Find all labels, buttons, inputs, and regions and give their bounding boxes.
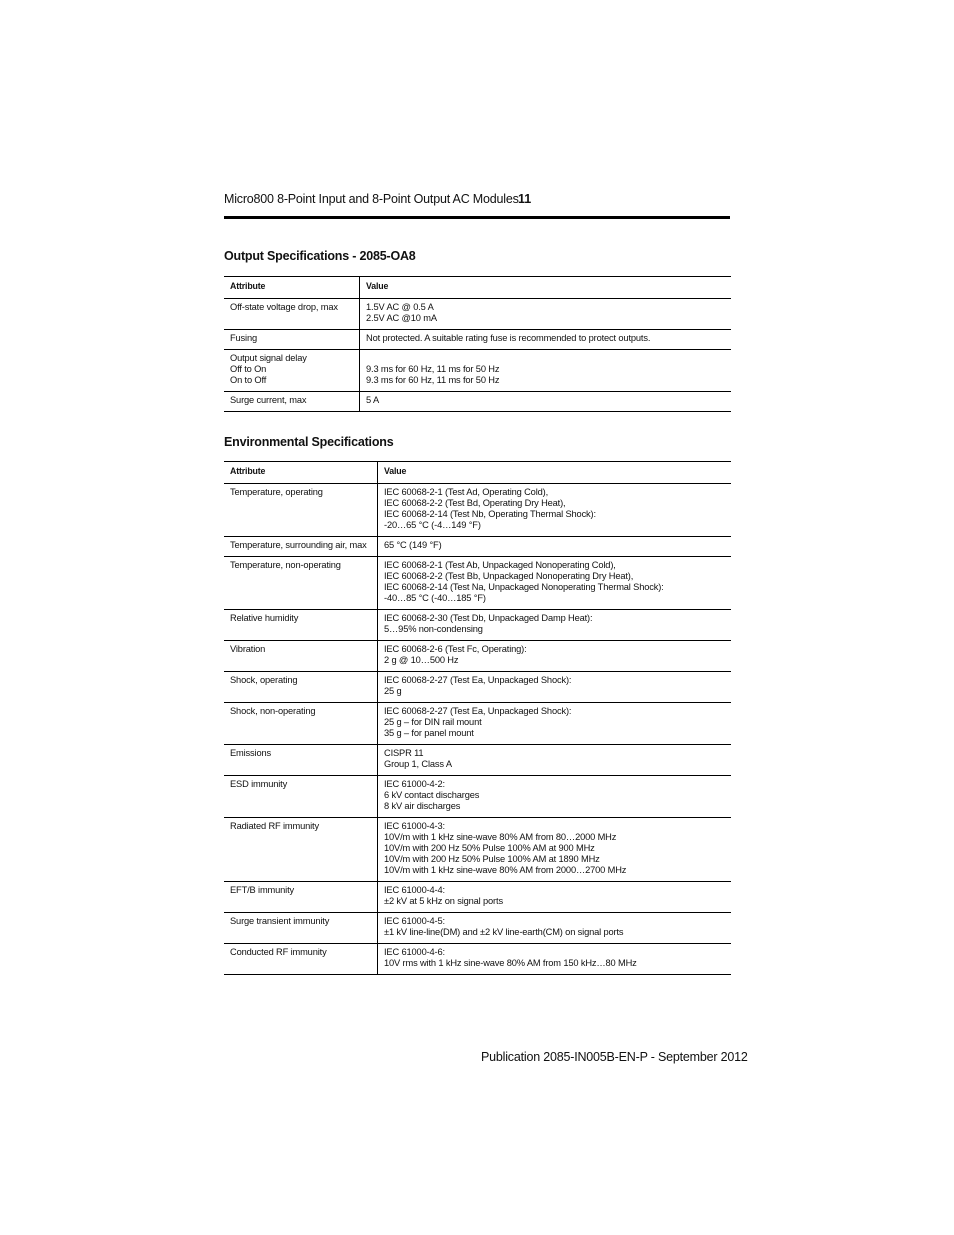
cell-line: Group 1, Class A	[384, 759, 452, 769]
cell-line: IEC 60068-2-27 (Test Ea, Unpackaged Shock):	[384, 706, 572, 716]
cell-line: Off-state voltage drop, max	[230, 302, 338, 312]
table-row	[224, 641, 731, 672]
table-row	[224, 330, 731, 350]
output-specifications-heading: Output Specifications - 2085-OA8	[224, 249, 416, 263]
table-row	[224, 776, 731, 818]
attribute-cell	[224, 484, 378, 537]
value-cell	[378, 818, 732, 882]
cell-line: 10V/m with 200 Hz 50% Pulse 100% AM at 900 MHz	[384, 843, 595, 853]
attribute-cell	[224, 745, 378, 776]
cell-line: 10V/m with 1 kHz sine-wave 80% AM from 2000…2700 MHz	[384, 865, 627, 875]
cell-line: IEC 60068-2-30 (Test Db, Unpackaged Damp Heat):	[384, 613, 593, 623]
attribute-cell	[224, 299, 360, 330]
cell-line: Conducted RF immunity	[230, 947, 327, 957]
table-row	[224, 537, 731, 557]
column-header-attribute: Attribute	[224, 277, 360, 299]
cell-line: IEC 61000-4-5:	[384, 916, 445, 926]
cell-line: IEC 60068-2-14 (Test Na, Unpackaged Nonoperating Thermal Shock):	[384, 582, 664, 592]
cell-line: IEC 61000-4-6:	[384, 947, 445, 957]
cell-line: IEC 60068-2-2 (Test Bb, Unpackaged Nonoperating Dry Heat),	[384, 571, 634, 581]
table-row	[224, 818, 731, 882]
table-row	[224, 745, 731, 776]
environmental-specifications-table	[224, 461, 731, 975]
attribute-cell	[224, 703, 378, 745]
cell-line: Output signal delay	[230, 353, 307, 363]
page-header	[224, 192, 730, 219]
value-cell	[360, 350, 732, 392]
cell-line: 65 °C (149 °F)	[384, 540, 442, 550]
cell-line: IEC 61000-4-4:	[384, 885, 445, 895]
value-cell	[378, 745, 732, 776]
cell-line: IEC 61000-4-2:	[384, 779, 445, 789]
value-cell	[378, 776, 732, 818]
value-cell	[378, 641, 732, 672]
table-row	[224, 484, 731, 537]
cell-line: ESD immunity	[230, 779, 288, 789]
attribute-cell	[224, 776, 378, 818]
value-cell	[360, 392, 732, 412]
attribute-cell	[224, 392, 360, 412]
value-cell	[378, 913, 732, 944]
cell-line: IEC 60068-2-6 (Test Fc, Operating):	[384, 644, 527, 654]
table-row	[224, 392, 731, 412]
table-row	[224, 703, 731, 745]
cell-line: 25 g – for DIN rail mount	[384, 717, 482, 727]
cell-line: Not protected. A suitable rating fuse is recommended to protect outputs.	[366, 333, 651, 343]
cell-line: Off to On	[230, 364, 267, 374]
table-row	[224, 944, 731, 975]
publication-footer: Publication 2085-IN005B-EN-P - September 2012	[481, 1050, 748, 1064]
attribute-cell	[224, 818, 378, 882]
cell-line: 10V rms with 1 kHz sine-wave 80% AM from 150 kHz…80 MHz	[384, 958, 637, 968]
attribute-cell	[224, 330, 360, 350]
cell-line: -40…85 °C (-40…185 °F)	[384, 593, 486, 603]
cell-line: 6 kV contact discharges	[384, 790, 480, 800]
cell-line: 5 A	[366, 395, 379, 405]
table-row	[224, 672, 731, 703]
cell-line: EFT/B immunity	[230, 885, 295, 895]
cell-line: 25 g	[384, 686, 402, 696]
cell-line: Temperature, surrounding air, max	[230, 540, 367, 550]
cell-line: 9.3 ms for 60 Hz, 11 ms for 50 Hz	[366, 375, 500, 385]
table-row	[224, 350, 731, 392]
cell-line: Shock, operating	[230, 675, 298, 685]
cell-line: CISPR 11	[384, 748, 424, 758]
cell-line: Fusing	[230, 333, 258, 343]
attribute-cell	[224, 610, 378, 641]
cell-line: IEC 60068-2-14 (Test Nb, Operating Thermal Shock):	[384, 509, 596, 519]
value-cell	[360, 330, 732, 350]
cell-line	[366, 353, 725, 364]
value-cell	[378, 610, 732, 641]
attribute-cell	[224, 913, 378, 944]
table-row	[224, 557, 731, 610]
value-cell	[360, 299, 732, 330]
cell-line: Temperature, non-operating	[230, 560, 341, 570]
cell-line: ±2 kV at 5 kHz on signal ports	[384, 896, 503, 906]
attribute-cell	[224, 672, 378, 703]
value-cell	[378, 944, 732, 975]
running-header-title: Micro800 8-Point Input and 8-Point Output AC Modules	[224, 192, 519, 206]
cell-line: 9.3 ms for 60 Hz, 11 ms for 50 Hz	[366, 364, 500, 374]
cell-line: 2.5V AC @10 mA	[366, 313, 437, 323]
value-cell	[378, 537, 732, 557]
table-header-row	[224, 277, 731, 299]
cell-line: 5…95% non-condensing	[384, 624, 483, 634]
attribute-cell	[224, 350, 360, 392]
cell-line: 8 kV air discharges	[384, 801, 461, 811]
cell-line: Emissions	[230, 748, 272, 758]
cell-line: Temperature, operating	[230, 487, 323, 497]
table-row	[224, 610, 731, 641]
table-row	[224, 913, 731, 944]
cell-line: IEC 61000-4-3:	[384, 821, 445, 831]
table-header-row	[224, 462, 731, 484]
cell-line: IEC 60068-2-1 (Test Ab, Unpackaged Nonoperating Cold),	[384, 560, 616, 570]
cell-line: 1.5V AC @ 0.5 A	[366, 302, 434, 312]
cell-line: Shock, non-operating	[230, 706, 316, 716]
attribute-cell	[224, 557, 378, 610]
value-cell	[378, 882, 732, 913]
column-header-value: Value	[378, 462, 732, 484]
cell-line: 35 g – for panel mount	[384, 728, 474, 738]
cell-line: Surge transient immunity	[230, 916, 330, 926]
cell-line: Radiated RF immunity	[230, 821, 319, 831]
attribute-cell	[224, 641, 378, 672]
cell-line: IEC 60068-2-2 (Test Bd, Operating Dry Heat),	[384, 498, 566, 508]
value-cell	[378, 703, 732, 745]
page-number: 11	[518, 192, 532, 206]
cell-line: On to Off	[230, 375, 267, 385]
column-header-value: Value	[360, 277, 732, 299]
value-cell	[378, 557, 732, 610]
cell-line: Vibration	[230, 644, 266, 654]
cell-line: ±1 kV line-line(DM) and ±2 kV line-earth(CM) on signal ports	[384, 927, 624, 937]
cell-line: Relative humidity	[230, 613, 299, 623]
cell-line: Surge current, max	[230, 395, 307, 405]
table-row	[224, 299, 731, 330]
cell-line: 10V/m with 200 Hz 50% Pulse 100% AM at 1890 MHz	[384, 854, 600, 864]
value-cell	[378, 484, 732, 537]
cell-line: IEC 60068-2-1 (Test Ad, Operating Cold),	[384, 487, 549, 497]
output-specifications-table	[224, 276, 731, 412]
column-header-attribute: Attribute	[224, 462, 378, 484]
cell-line: 10V/m with 1 kHz sine-wave 80% AM from 80…2000 MHz	[384, 832, 617, 842]
cell-line: IEC 60068-2-27 (Test Ea, Unpackaged Shock):	[384, 675, 572, 685]
table-row	[224, 882, 731, 913]
value-cell	[378, 672, 732, 703]
environmental-specifications-heading: Environmental Specifications	[224, 435, 394, 449]
attribute-cell	[224, 537, 378, 557]
cell-line: -20…65 °C (-4…149 °F)	[384, 520, 481, 530]
attribute-cell	[224, 882, 378, 913]
cell-line: 2 g @ 10…500 Hz	[384, 655, 459, 665]
attribute-cell	[224, 944, 378, 975]
